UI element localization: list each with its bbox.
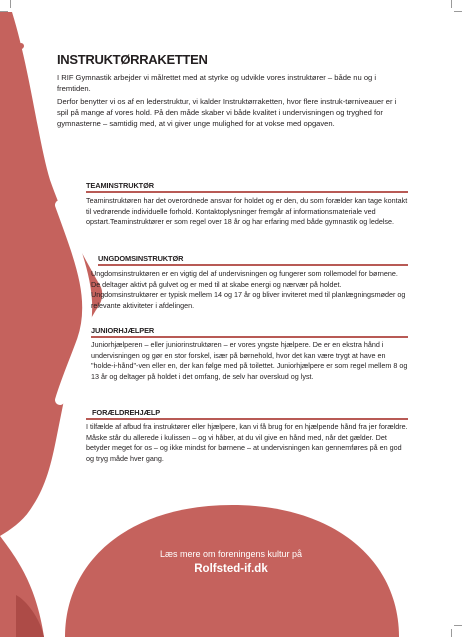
section-text-ungdomsinstruktor: Ungdomsinstruktøren er en vigtig del af undervisningen og fungerer som rollemodel for børnene. De deltager aktivt på gulvet og er med til at skabe energi og nærvær på holdet. Ungdomsinstruktører er typisk mellem 14 og 17 år og bliver inviteret med til planlægningsmøder og relevante aktiviteter i afdelingen.: [91, 269, 406, 310]
crop-mark: [454, 625, 462, 626]
page-title: INSTRUKTØRRAKETTEN: [57, 52, 208, 67]
intro-paragraph-2: Derfor benytter vi os af en lederstruktur, vi kalder Instruktørraketten, hvor flere instruk-tørniveauer er i spil på mange af vores hold. På den måde skaber vi både kvalitet i undervisningen og tryghed for gymnasterne – samtidig med, at vi giver unge mulighed for at vokse med opgaven.: [57, 97, 397, 128]
section-divider: [86, 418, 408, 420]
section-heading-juniorhjaelper: JUNIORHJÆLPER: [91, 326, 155, 335]
intro-paragraph-1: I RIF Gymnastik arbejder vi målrettet med at styrke og udvikle vores instruktører – både nu og i fremtiden.: [57, 73, 377, 93]
crop-mark: [0, 11, 8, 12]
section-text-juniorhjaelper: Juniorhjælperen – eller juniorinstruktøren – er vores yngste hjælpere. De er en ekstra hånd i undervisningen og gør en stor forskel, især på børnehold, hvor det kan være trygt at have en "holde-i-hånd"-ven eller en, der kan følge med på toilettet. Juniorhjælpere er som regel mellem 8 og 13 år og deltager på holdet i det omfang, de selv har overskud og lyst.: [91, 340, 408, 381]
crop-mark: [451, 0, 452, 8]
section-text-teaminstruktor: Teaminstruktøren har det overordnede ansvar for holdet og er den, du som forælder kan tage kontakt til vedrørende individuelle forhold. Kontaktoplysninger fremgår af informationsmateriale ved opstart.Teaminstruktører er som regel over 18 år og har erfaring med både gymnastik og ledelse.: [86, 196, 408, 227]
crop-mark: [10, 0, 11, 8]
crop-mark: [451, 629, 452, 637]
section-divider: [91, 336, 408, 338]
section-heading-teaminstruktor: TEAMINSTRUKTØR: [86, 181, 154, 190]
section-heading-ungdomsinstruktor: UNGDOMSINSTRUKTØR: [98, 254, 184, 263]
footer-website-link[interactable]: Rolfsted-if.dk: [194, 563, 268, 575]
section-divider: [86, 191, 408, 193]
footer-text: Læs mere om foreningens kultur på: [159, 549, 303, 559]
crop-mark: [454, 11, 462, 12]
section-divider: [98, 264, 408, 266]
section-heading-foraeldrehjaelp: FORÆLDREHJÆLP: [92, 408, 161, 417]
section-text-foraeldrehjaelp: I tilfælde af afbud fra instruktører eller hjælpere, kan vi få brug for en hjælpende hånd fra jer forældre. Måske står du allerede i kulissen – og vi håber, at du vil give en hånd med, når det gælder. Det betyder meget for os – og ikke mindst for børnene – at undervisningen kan gennemføres på en god og tryg måde hver gang.: [86, 422, 408, 463]
star-dot-shape: [18, 43, 24, 49]
